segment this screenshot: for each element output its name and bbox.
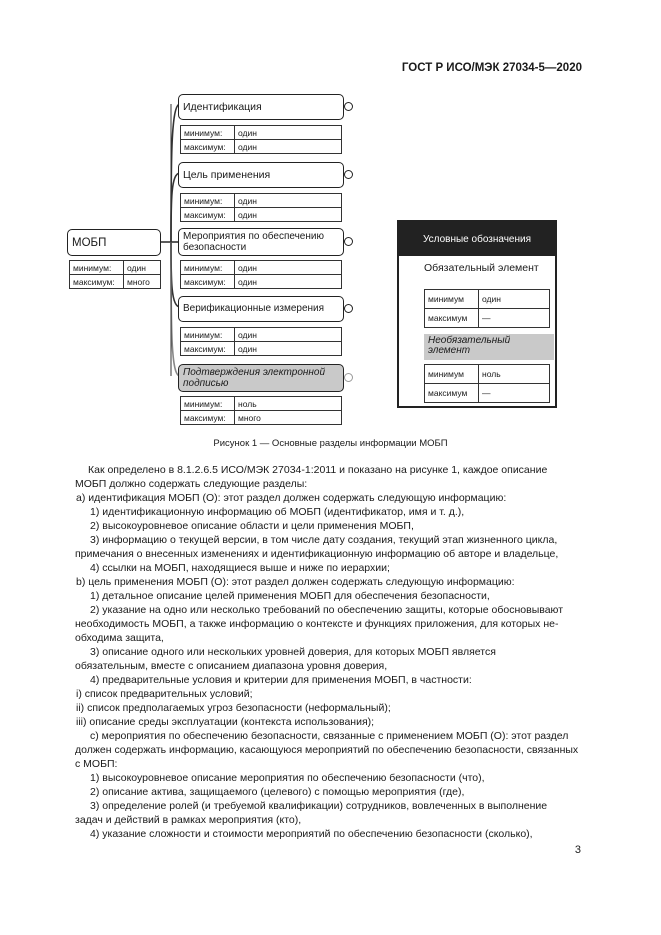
node-signatures — [178, 364, 344, 392]
min-value: ноль — [479, 365, 550, 384]
min-value: один — [235, 328, 342, 342]
legend-optional-multiplicity — [424, 364, 550, 403]
min-label: минимум: — [181, 126, 235, 140]
paragraph-line: 3) описание одного или нескольких уровней доверия, для которых МОБП является — [90, 646, 496, 658]
paragraph-line: b) цель применения МОБП (О): этот раздел должен содержать следующую информацию: — [76, 576, 515, 588]
max-value: много — [235, 411, 342, 425]
max-value: много — [124, 275, 161, 289]
paragraph-line: c) мероприятия по обеспечению безопасности, связанные с применением МОБП (О): этот раздел — [90, 730, 569, 742]
paragraph-line: задач и действий в рамках мероприятия (кто), — [75, 814, 302, 826]
min-label: минимум: — [181, 261, 235, 275]
max-label: максимум: — [181, 342, 235, 356]
max-label: максимум: — [181, 275, 235, 289]
paragraph-line: 2) описание актива, защищаемого (целевого) с помощью мероприятия (где), — [90, 786, 465, 798]
connector-circle — [344, 304, 353, 313]
paragraph-line: 1) идентификационную информацию об МОБП (идентификатор, имя и т. д.), — [90, 506, 465, 518]
max-value: — — [479, 309, 550, 328]
min-value: ноль — [235, 397, 342, 411]
min-label: минимум: — [181, 194, 235, 208]
paragraph-line: ii) список предполагаемых угроз безопасности (неформальный); — [76, 702, 391, 714]
max-label: максимум: — [181, 140, 235, 154]
max-label: максимум: — [181, 411, 235, 425]
min-value: один — [124, 261, 161, 275]
page-number: 3 — [574, 844, 581, 856]
paragraph-line: i) список предварительных условий; — [76, 688, 253, 700]
node-purpose — [178, 162, 344, 188]
node-title: Верификационные измерения — [183, 303, 325, 314]
node-title: Идентификация — [183, 101, 262, 113]
paragraph-line: 2) указание на одно или несколько требований по обеспечению защиты, которые обосновывают — [90, 604, 564, 616]
max-label: максимум — [425, 384, 479, 403]
node-multiplicity — [180, 125, 342, 154]
node-title: Подтверждения электронной подписью — [183, 367, 326, 389]
paragraph-line: 2) высокоуровневое описание области и цели применения МОБП, — [90, 520, 414, 532]
node-identification — [178, 94, 344, 120]
paragraph-line: Как определено в 8.1.2.6.5 ИСО/МЭК 27034-1:2011 и показано на рисунке 1, каждое описание — [88, 464, 548, 476]
min-value: один — [235, 261, 342, 275]
paragraph-line: должен содержать информацию, касающуюся мероприятий по обеспечению безопасности, связанных — [75, 744, 579, 756]
paragraph-line: 3) информацию о текущей версии, в том числе дату создания, текущий этап жизненного цикла, — [90, 534, 558, 546]
paragraph-line: обходима защита, — [75, 632, 164, 644]
max-label: максимум — [425, 309, 479, 328]
legend-title: Условные обозначения — [399, 222, 555, 256]
paragraph-line: а) идентификация МОБП (О): этот раздел должен содержать следующую информацию: — [76, 492, 507, 504]
node-title: Мероприятия по обеспечению безопасности — [183, 231, 324, 253]
node-multiplicity — [180, 260, 342, 289]
figure-caption: Рисунок 1 — Основные разделы информации МОБП — [213, 438, 448, 449]
min-label: минимум — [425, 365, 479, 384]
legend-optional-label: Необязательный элемент — [424, 334, 554, 360]
paragraph-line: 4) указание сложности и стоимости мероприятий по обеспечению безопасности (сколько), — [90, 828, 533, 840]
paragraph-line: с МОБП: — [75, 758, 118, 770]
root-node — [67, 229, 161, 256]
root-title: МОБП — [72, 236, 107, 249]
min-value: один — [235, 194, 342, 208]
paragraph-line: 1) высокоуровневое описание мероприятия по обеспечению безопасности (что), — [90, 772, 485, 784]
legend-mandatory-label: Обязательный элемент — [424, 262, 539, 274]
min-value: один — [235, 126, 342, 140]
node-security-activities — [178, 228, 344, 256]
node-multiplicity — [180, 193, 342, 222]
paragraph-line: примечания о внесенных изменениях и идентификационную информацию об авторе и владельце, — [75, 548, 559, 560]
min-value: один — [479, 290, 550, 309]
node-multiplicity — [180, 396, 342, 425]
min-label: минимум: — [181, 397, 235, 411]
node-multiplicity — [180, 327, 342, 356]
paragraph-line: МОБП должно содержать следующие разделы: — [75, 478, 308, 490]
connector-circle — [344, 237, 353, 246]
max-label: максимум: — [70, 275, 124, 289]
node-verification — [178, 296, 344, 322]
connector-circle — [344, 373, 353, 382]
connector-circle — [344, 102, 353, 111]
max-value: — — [479, 384, 550, 403]
paragraph-line: iii) описание среды эксплуатации (контекста использования); — [76, 716, 375, 728]
paragraph-line: необходимость МОБП, а также информацию о контексте и функциях приложения, для которых не- — [75, 618, 559, 630]
legend-mandatory-multiplicity — [424, 289, 550, 328]
paragraph-line: 3) определение ролей (и требуемой квалификации) сотрудников, вовлеченных в выполнение — [90, 800, 548, 812]
max-value: один — [235, 208, 342, 222]
max-value: один — [235, 140, 342, 154]
min-label: минимум: — [181, 328, 235, 342]
paragraph-line: обязательным, вместе с описанием диапазона уровня доверия, — [75, 660, 388, 672]
min-label: минимум — [425, 290, 479, 309]
max-value: один — [235, 275, 342, 289]
min-label: минимум: — [70, 261, 124, 275]
max-label: максимум: — [181, 208, 235, 222]
max-value: один — [235, 342, 342, 356]
standard-number: ГОСТ Р ИСО/МЭК 27034-5—2020 — [401, 62, 582, 74]
node-title: Цель применения — [183, 169, 271, 181]
paragraph-line: 4) предварительные условия и критерии для применения МОБП, в частности: — [90, 674, 472, 686]
paragraph-line: 1) детальное описание целей применения МОБП для обеспечения безопасности, — [90, 590, 490, 602]
root-multiplicity — [69, 260, 161, 289]
figure-1 — [0, 0, 661, 430]
connector-circle — [344, 170, 353, 179]
paragraph-line: 4) ссылки на МОБП, находящиеся выше и ниже по иерархии; — [90, 562, 390, 574]
